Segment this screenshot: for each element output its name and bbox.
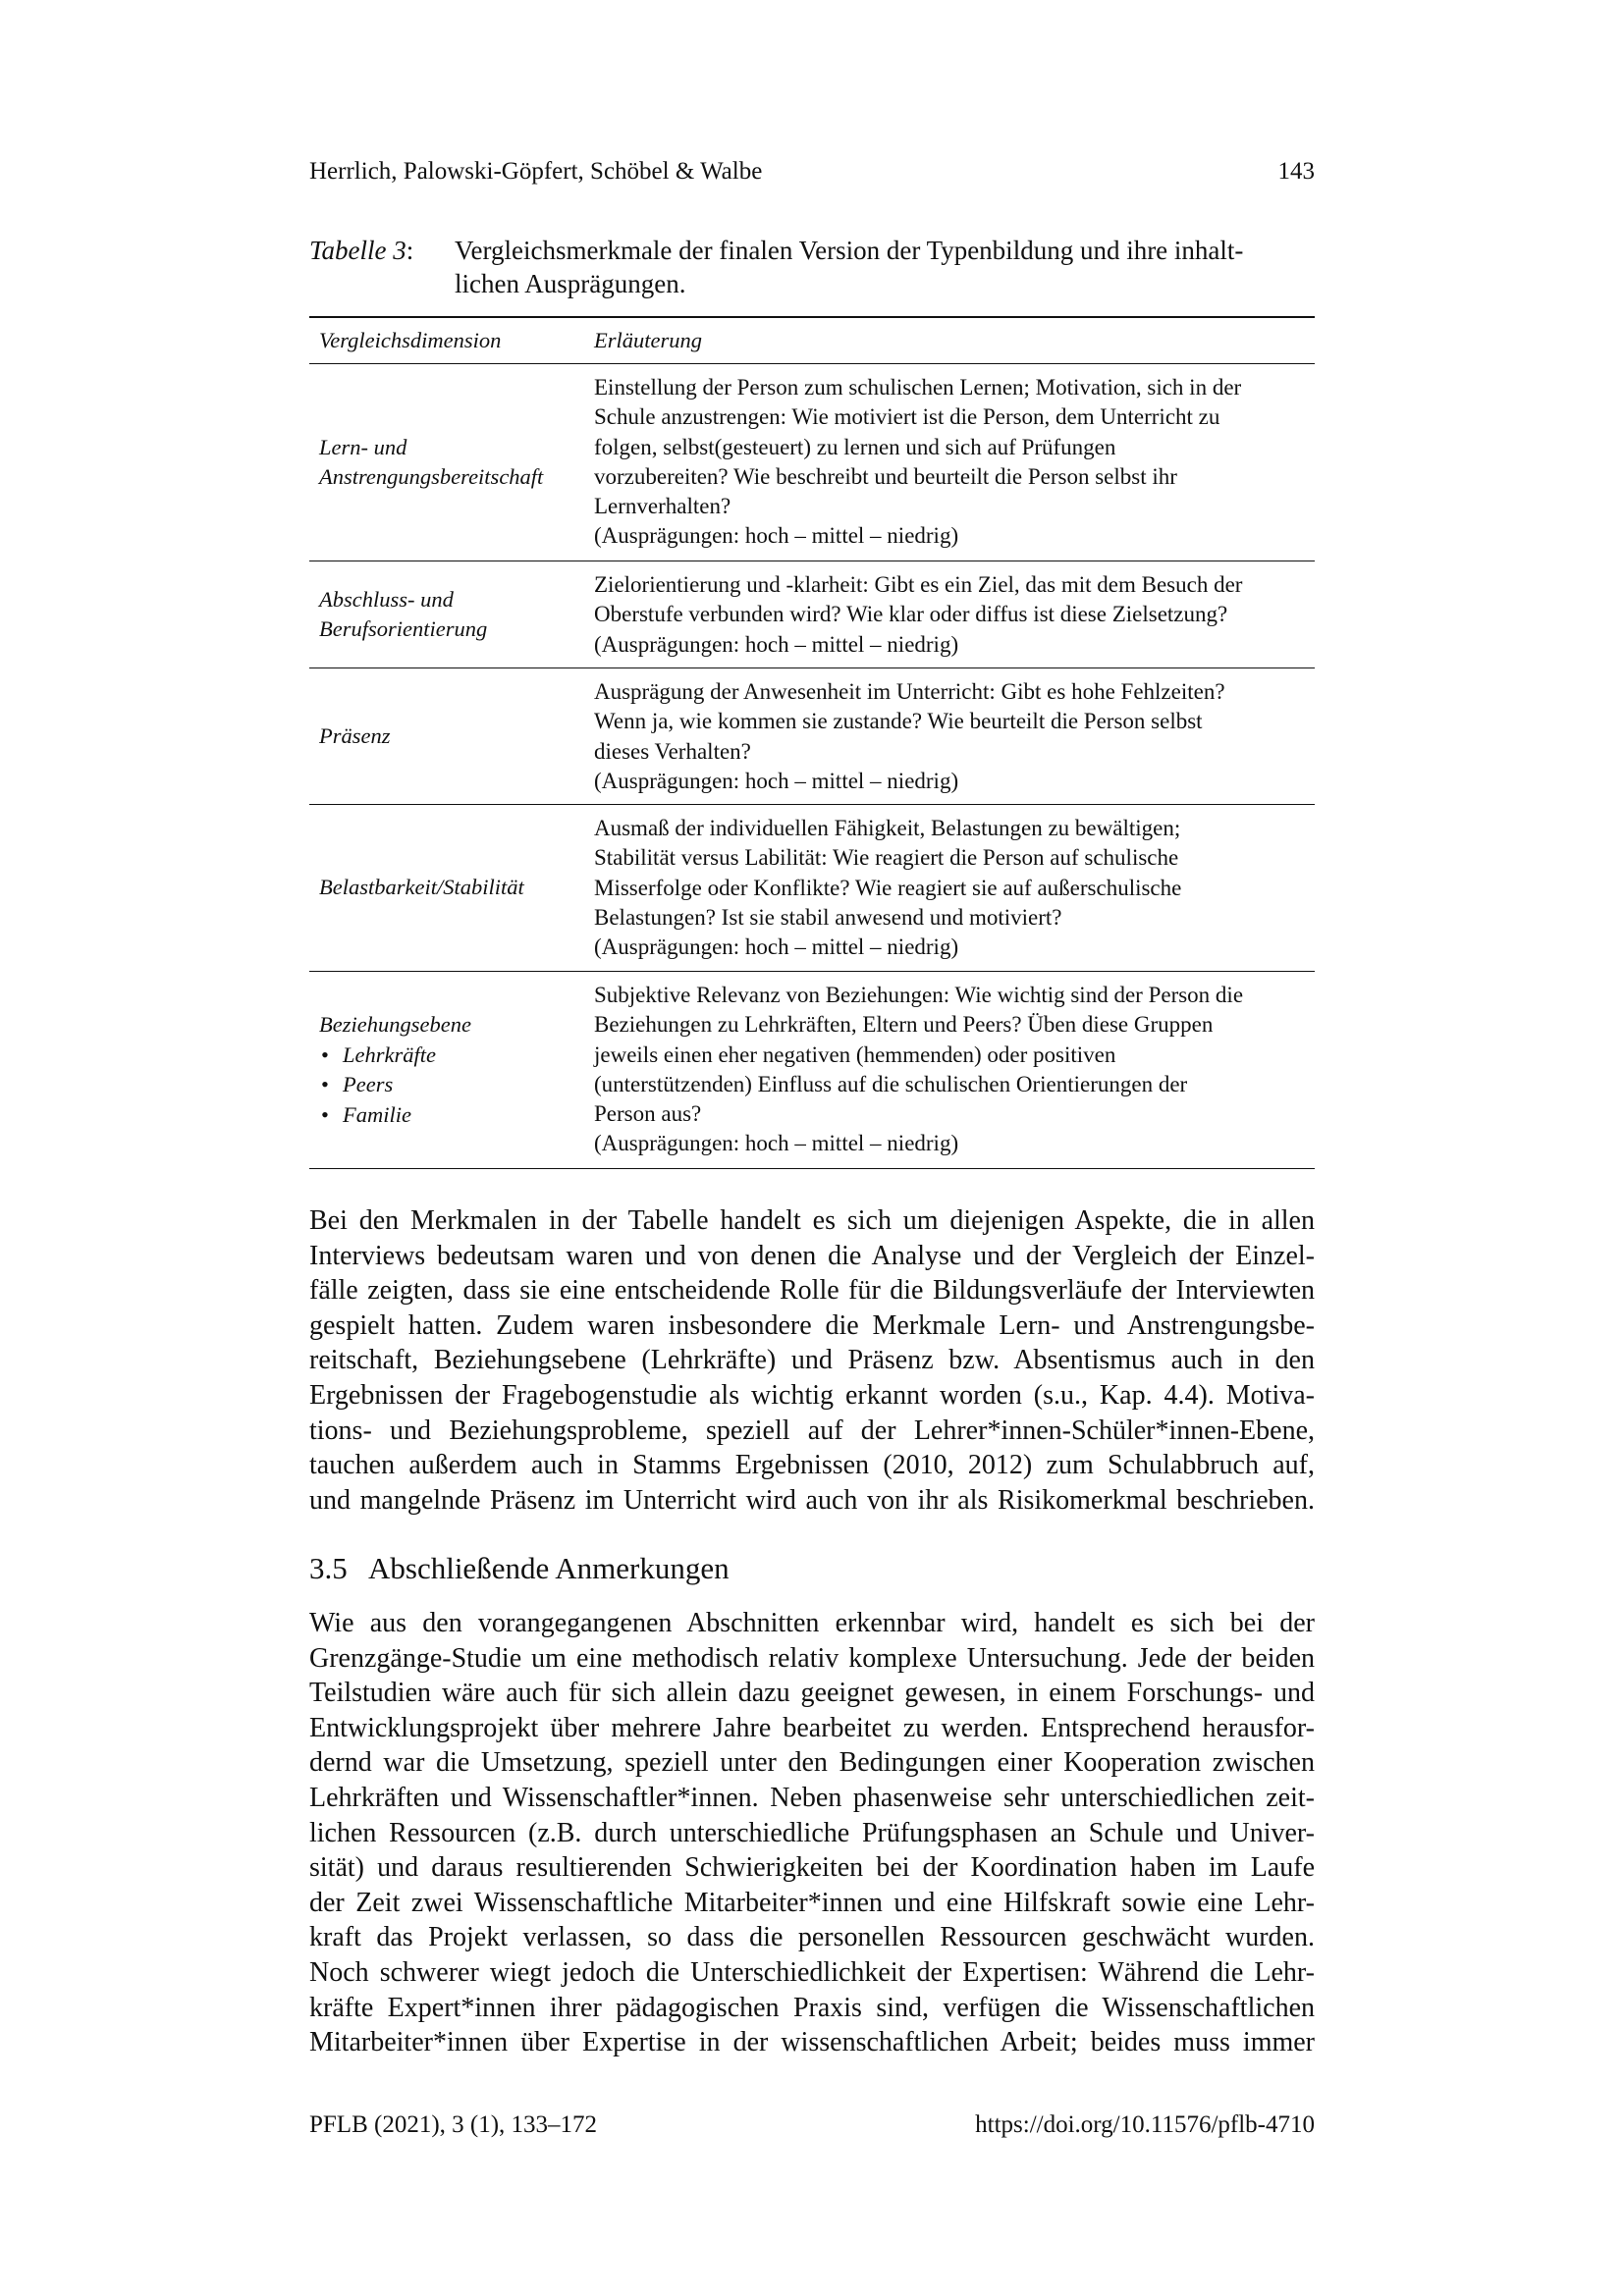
bullet-item: • Lehrkräfte xyxy=(319,1041,594,1071)
row-explanation: Subjektive Relevanz von Beziehungen: Wie wichtig sind der Person die Beziehungen zu Lehrkräften, Eltern und Peers? Üben diese Gruppen jeweils einen eher negativen (hemmenden) oder positiven (unterstützenden) Einfluss auf die schulischen Orientierungen der Person aus? (Ausprägungen: hoch – mittel – niedrig) xyxy=(594,983,1244,1156)
header-dimension: Vergleichsdimension xyxy=(319,328,502,352)
row-dimension: Abschluss- und Berufsorientierung xyxy=(319,586,488,641)
table-row xyxy=(309,561,1315,668)
table-header-row xyxy=(309,318,1315,364)
row-dimension: Belastbarkeit/Stabilität xyxy=(319,875,524,900)
row-explanation: Ausprägung der Anwesenheit im Unterricht: Gibt es hohe Fehlzeiten? Wenn ja, wie kommen sie zustande? Wie beurteilt die Person selbst dieses Verhalten? (Ausprägungen: hoch – mittel – niedrig) xyxy=(594,679,1225,793)
table-row xyxy=(309,805,1315,972)
bullet-icon: • xyxy=(321,1041,329,1067)
journal-citation: PFLB (2021), 3 (1), 133–172 xyxy=(309,2111,598,2138)
row-dimension: Präsenz xyxy=(319,722,391,748)
page-footer xyxy=(309,2110,1315,2140)
bullet-item: • Familie xyxy=(319,1100,594,1131)
table-caption-label: Tabelle 3: xyxy=(309,236,414,265)
row-dimension: Lern- und Anstrengungsbereitschaft xyxy=(319,434,544,489)
running-head xyxy=(309,157,1315,187)
row-dimension: Beziehungsebene • Lehrkräfte • Peers • Familie xyxy=(309,972,594,1168)
table-caption-text: Vergleichsmerkmale der finalen Version der Typenbildung und ihre inhalt- lichen Ausprägungen. xyxy=(455,236,1244,298)
row-explanation: Zielorientierung und -klarheit: Gibt es ein Ziel, das mit dem Besuch der Oberstufe verbunden wird? Wie klar oder diffus ist diese Zielsetzung? (Ausprägungen: hoch – mittel – niedrig) xyxy=(594,572,1243,657)
body-paragraph: Wie aus den vorangegangenen Abschnitten erkennbar wird, handelt es sich bei der Grenzgänge-Studie um eine methodisch relativ komplexe Untersuchung. Jede der beiden Teilstudien wäre auch für sich allein dazu geeignet gewesen, in einem Forschungs- und Entwicklungsprojekt über mehrere Jahre bearbeitet zu werden. Entsprechend herausfor- dernd war die Umsetzung, speziell unter den Bedingungen einer Kooperation zwischen Lehrkräften und Wissenschaftler*innen. Neben phasenweise sehr unterschiedlichen zeit- lichen Ressourcen (z.B. durch unterschiedliche Prüfungsphasen an Schule und Univer- sität) und daraus resultierenden Schwierigkeiten bei der Koordination haben im Laufe der Zeit zwei Wissenschaftliche Mitarbeiter*innen und eine Hilfskraft sowie eine Lehr- kraft das Projekt verlassen, so dass die personellen Ressourcen geschwächt wurden. Noch schwerer wiegt jedoch die Unterschiedlichkeit der Expertisen: Während die Lehr- kräfte Expert*innen ihrer pädagogischen Praxis sind, verfügen die Wissenschaftlichen Mitarbeiter*innen über Expertise in der wissenschaftlichen Arbeit; beides muss immer xyxy=(309,1608,1315,2058)
row-explanation: Einstellung der Person zum schulischen Lernen; Motivation, sich in der Schule anzustrengen: Wie motiviert ist die Person, dem Unterricht zu folgen, selbst(gesteuert) zu lernen und sich auf Prüfungen vorzubereiten? Wie beschreibt und beurteilt die Person selbst ihr Lernverhalten? (Ausprägungen: hoch – mittel – niedrig) xyxy=(594,375,1242,549)
doi-link[interactable]: https://doi.org/10.11576/pflb-4710 xyxy=(975,2111,1315,2138)
page-number: 143 xyxy=(1277,158,1315,185)
section-heading xyxy=(309,1551,1315,1586)
row-explanation: Ausmaß der individuellen Fähigkeit, Belastungen zu bewältigen; Stabilität versus Labilität: Wie reagiert die Person auf schulische Misserfolge oder Konflikte? Wie reagiert sie auf außerschulische Belastungen? Ist sie stabil anwesend und motiviert? (Ausprägungen: hoch – mittel – niedrig) xyxy=(594,816,1182,960)
table-row xyxy=(309,364,1315,561)
bullet-icon: • xyxy=(321,1101,329,1127)
comparison-table xyxy=(309,316,1315,1169)
body-paragraph: Bei den Merkmalen in der Tabelle handelt es sich um diejenigen Aspekte, die in allen Interviews bedeutsam waren und von denen die Analyse und der Vergleich der Einzel- fälle zeigten, dass sie eine entscheidende Rolle für die Bildungsverläufe der Interviewten gespielt hatten. Zudem waren insbesondere die Merkmale Lern- und Anstrengungsbe- reitschaft, Beziehungsebene (Lehrkräfte) und Präsenz bzw. Absentismus auch in den Ergebnissen der Fragebogenstudie als wichtig erkannt worden (s.u., Kap. 4.4). Motiva- tions- und Beziehungsprobleme, speziell auf der Lehrer*innen-Schüler*innen-Ebene, tauchen außerdem auch in Stamms Ergebnissen (2010, 2012) zum Schulabbruch auf, und mangelnde Präsenz im Unterricht wird auch von ihr als Risikomerkmal beschrieben. xyxy=(309,1205,1315,1516)
table-row xyxy=(309,972,1315,1169)
section-title: Abschließende Anmerkungen xyxy=(368,1551,730,1585)
section-number: 3.5 xyxy=(309,1551,348,1585)
header-explanation: Erläuterung xyxy=(594,328,702,352)
running-head-authors: Herrlich, Palowski-Göpfert, Schöbel & Walbe xyxy=(309,158,763,185)
bullet-item: • Peers xyxy=(319,1070,594,1100)
table-caption xyxy=(309,234,1315,300)
bullet-icon: • xyxy=(321,1072,329,1096)
table-row xyxy=(309,668,1315,805)
